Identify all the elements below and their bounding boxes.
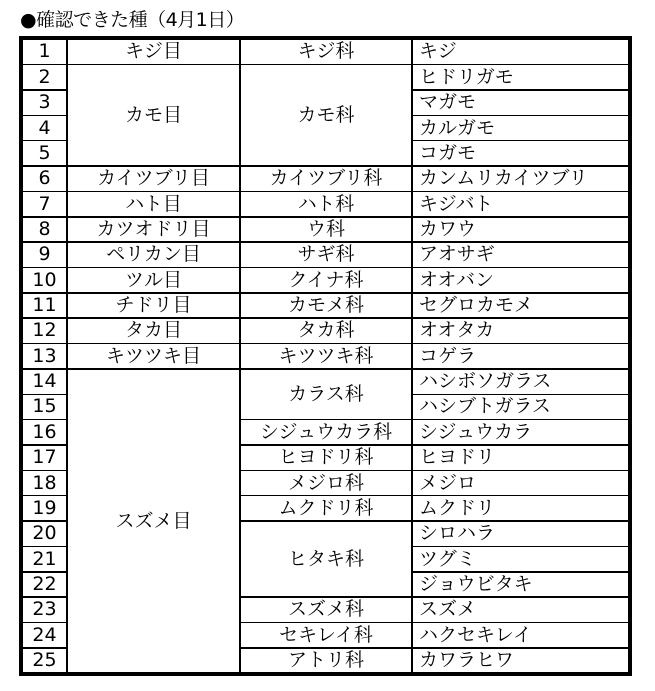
family-name: シジュウカラ科 xyxy=(240,419,412,445)
order-name: ペリカン目 xyxy=(67,242,240,268)
species-name: メジロ xyxy=(412,470,629,496)
column-divider xyxy=(411,39,413,673)
species-name: シロハラ xyxy=(412,521,629,547)
species-name: スズメ xyxy=(412,597,629,623)
species-name: オオバン xyxy=(412,267,629,293)
row-number: 17 xyxy=(22,445,67,471)
row-number: 7 xyxy=(22,191,67,217)
species-name: キジ xyxy=(412,39,629,65)
order-name: カツオドリ目 xyxy=(67,217,240,243)
family-name: カラス科 xyxy=(240,369,412,420)
row-number: 25 xyxy=(22,648,67,674)
species-name: ハクセキレイ xyxy=(412,622,629,648)
row-number: 15 xyxy=(22,394,67,420)
order-name: カモ目 xyxy=(67,64,240,166)
row-number: 19 xyxy=(22,495,67,521)
row-number: 3 xyxy=(22,90,67,116)
column-divider xyxy=(239,39,241,673)
species-name: コゲラ xyxy=(412,343,629,369)
species-name: オオタカ xyxy=(412,318,629,344)
species-name: カワウ xyxy=(412,217,629,243)
row-number: 4 xyxy=(22,115,67,141)
family-name: サギ科 xyxy=(240,242,412,268)
row-number: 6 xyxy=(22,166,67,192)
species-name: ツグミ xyxy=(412,546,629,572)
species-name: セグロカモメ xyxy=(412,293,629,319)
row-number: 11 xyxy=(22,293,67,319)
row-number: 12 xyxy=(22,318,67,344)
row-number: 2 xyxy=(22,64,67,90)
order-name: ツル目 xyxy=(67,267,240,293)
row-number: 14 xyxy=(22,369,67,395)
row-number: 13 xyxy=(22,343,67,369)
species-name: キジバト xyxy=(412,191,629,217)
species-name: ヒドリガモ xyxy=(412,64,629,90)
row-number: 16 xyxy=(22,419,67,445)
order-name: チドリ目 xyxy=(67,293,240,319)
family-name: ウ科 xyxy=(240,217,412,243)
order-name: カイツブリ目 xyxy=(67,166,240,192)
row-number: 1 xyxy=(22,39,67,65)
row-number: 18 xyxy=(22,470,67,496)
row-number: 20 xyxy=(22,521,67,547)
species-name: カルガモ xyxy=(412,115,629,141)
species-name: ハシブトガラス xyxy=(412,394,629,420)
species-name: ヒヨドリ xyxy=(412,445,629,471)
family-name: カイツブリ科 xyxy=(240,166,412,192)
family-name: セキレイ科 xyxy=(240,622,412,648)
row-number: 24 xyxy=(22,622,67,648)
order-name: スズメ目 xyxy=(67,369,240,674)
row-number: 22 xyxy=(22,572,67,598)
row-number: 21 xyxy=(22,546,67,572)
species-name: カワラヒワ xyxy=(412,648,629,674)
family-name: スズメ科 xyxy=(240,597,412,623)
family-name: クイナ科 xyxy=(240,267,412,293)
column-divider xyxy=(66,39,68,673)
family-name: タカ科 xyxy=(240,318,412,344)
species-name: ジョウビタキ xyxy=(412,572,629,598)
species-name: マガモ xyxy=(412,90,629,116)
species-name: カンムリカイツブリ xyxy=(412,166,629,192)
row-number: 8 xyxy=(22,217,67,243)
order-name: ハト目 xyxy=(67,191,240,217)
order-name: タカ目 xyxy=(67,318,240,344)
family-name: カモメ科 xyxy=(240,293,412,319)
row-number: 5 xyxy=(22,140,67,166)
family-name: ヒタキ科 xyxy=(240,521,412,598)
row-number: 10 xyxy=(22,267,67,293)
family-name: カモ科 xyxy=(240,64,412,166)
row-number: 9 xyxy=(22,242,67,268)
row-number: 23 xyxy=(22,597,67,623)
order-name: キツツキ目 xyxy=(67,343,240,369)
family-name: ヒヨドリ科 xyxy=(240,445,412,471)
family-name: ハト科 xyxy=(240,191,412,217)
family-name: メジロ科 xyxy=(240,470,412,496)
species-name: シジュウカラ xyxy=(412,419,629,445)
species-name: ハシボソガラス xyxy=(412,369,629,395)
family-name: キジ科 xyxy=(240,39,412,65)
species-name: コガモ xyxy=(412,140,629,166)
species-name: ムクドリ xyxy=(412,495,629,521)
page-title: ●確認できた種（4月1日） xyxy=(20,9,245,31)
order-name: キジ目 xyxy=(67,39,240,65)
species-table xyxy=(19,36,632,676)
family-name: ムクドリ科 xyxy=(240,495,412,521)
species-name: アオサギ xyxy=(412,242,629,268)
family-name: アトリ科 xyxy=(240,648,412,674)
family-name: キツツキ科 xyxy=(240,343,412,369)
